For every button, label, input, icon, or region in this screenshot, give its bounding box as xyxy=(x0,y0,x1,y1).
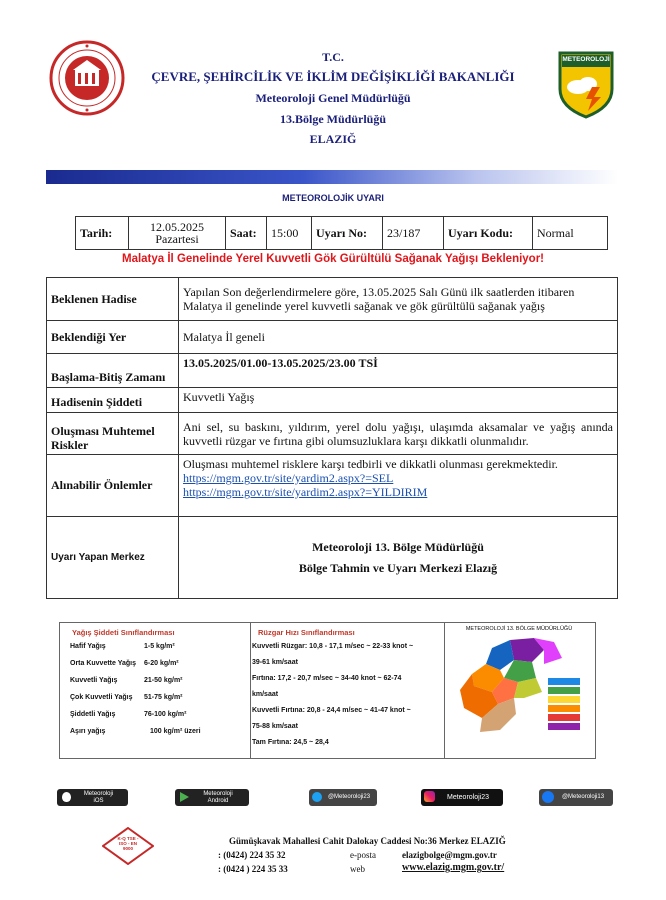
rain-classification xyxy=(64,628,248,745)
ios-app-name: Meteoroloji xyxy=(83,791,114,797)
rain-class-name: Aşırı yağış xyxy=(70,728,106,735)
rain-class-name: Kuvvetli Yağış xyxy=(70,677,118,684)
severity-label: Hadisenin Şiddeti xyxy=(47,388,179,413)
rain-class-row xyxy=(64,711,248,728)
issuing-center-label: Uyarı Yapan Merkez xyxy=(47,517,179,599)
wind-classification-title: Rüzgar Hızı Sınıflandırması xyxy=(258,628,355,637)
rain-class-name: Şiddetli Yağış xyxy=(70,711,116,718)
measures-label: Alınabilir Önlemler xyxy=(47,455,179,517)
rain-class-name: Hafif Yağış xyxy=(70,643,106,650)
period-value: 13.05.2025/01.00-13.05.2025/23.00 TSİ xyxy=(179,354,618,388)
legend-divider-1 xyxy=(250,622,251,758)
measures-value: Oluşması muhtemel risklere karşı tedbirli ve dikkatli olunması gerekmektedir. xyxy=(183,457,558,471)
wind-class-line: 39-61 km/saat xyxy=(252,659,298,666)
wind-class-line: Kuvvetli Fırtına: 20,8 - 24,4 m/sec ~ 41-47 knot ~ xyxy=(252,707,411,714)
footer-website-link[interactable]: www.elazig.mgm.gov.tr/ xyxy=(402,862,505,873)
date-cell xyxy=(129,217,226,250)
header-city: ELAZIĞ xyxy=(309,132,357,146)
google-play-icon xyxy=(180,792,189,802)
instagram-button[interactable] xyxy=(421,789,503,806)
severity-value: Kuvvetli Yağış xyxy=(179,388,618,413)
rain-class-value: 21-50 kg/m² xyxy=(144,677,183,684)
time-value: 15:00 xyxy=(267,217,312,250)
warning-no-label: Uyarı No: xyxy=(312,217,383,250)
header-directorate: Meteoroloji Genel Müdürlüğü xyxy=(255,91,411,105)
wind-class-line: Fırtına: 17,2 - 20,7 m/sec ~ 34-40 knot ~ 62-74 xyxy=(252,675,402,682)
header-ministry: ÇEVRE, ŞEHİRCİLİK VE İKLİM DEĞİŞİKLİĞİ BAKANLIĞI xyxy=(151,69,515,84)
date-value: 12.05.2025 xyxy=(150,220,204,234)
android-app-platform: Android xyxy=(207,798,229,804)
warning-code-value: Normal xyxy=(533,217,608,250)
issuing-center-cell xyxy=(179,517,618,599)
rain-classification-title: Yağış Şiddeti Sınıflandırması xyxy=(72,628,175,637)
flood-info-link[interactable]: https://mgm.gov.tr/site/yardim2.aspx?=SEL xyxy=(183,471,394,485)
measures-cell xyxy=(179,455,618,517)
wind-class-line: Tam Fırtına: 24,5 ~ 28,4 xyxy=(252,739,329,746)
rain-class-row xyxy=(64,643,248,660)
apple-icon xyxy=(62,792,71,802)
footer-email-label: e-posta xyxy=(350,850,376,860)
footer-phone: : (0424) 224 35 32 xyxy=(218,850,286,860)
document-title: METEOROLOJİK UYARI xyxy=(282,193,384,203)
rain-class-row xyxy=(64,660,248,677)
tse-iso-badge xyxy=(102,827,154,865)
facebook-icon xyxy=(542,791,554,803)
time-label: Saat: xyxy=(226,217,267,250)
footer-fax: : (0424 ) 224 35 33 xyxy=(218,864,288,874)
warning-no-value: 23/187 xyxy=(383,217,444,250)
footer-web-label: web xyxy=(350,864,365,874)
region-map-title: METEOROLOJİ 13. BÖLGE MÜDÜRLÜĞÜ xyxy=(465,626,573,632)
period-label: Başlama-Bitiş Zamanı xyxy=(47,354,179,388)
twitter-handle: @Meteoroloji23 xyxy=(327,794,371,800)
rain-class-value: 51-75 kg/m² xyxy=(144,694,183,701)
risks-label: Oluşması Muhtemel Riskler xyxy=(47,413,179,455)
ios-app-platform: iOS xyxy=(93,798,104,804)
date-label: Tarih: xyxy=(76,217,129,250)
wind-class-line: km/saat xyxy=(252,691,279,698)
warning-detail-table xyxy=(46,277,618,599)
warning-info-table xyxy=(75,216,608,250)
region-map xyxy=(452,634,590,738)
warning-headline: Malatya İl Genelinde Yerel Kuvvetli Gök Gürültülü Sağanak Yağışı Bekleniyor! xyxy=(121,253,545,265)
warning-code-label: Uyarı Kodu: xyxy=(444,217,533,250)
rain-class-name: Çok Kuvvetli Yağış xyxy=(70,694,133,701)
day-value: Pazartesi xyxy=(155,232,199,246)
instagram-icon xyxy=(424,791,435,802)
lightning-info-link[interactable]: https://mgm.gov.tr/site/yardim2.aspx?=YILDIRIM xyxy=(183,485,428,499)
risks-value: Ani sel, su baskını, yıldırım, yerel dolu yağışı, ulaşımda aksamalar ve yağış anında kuvvetli rüzgar ve fırtına gibi olumsuzluklara karşı dikkatli olunmalıdır. xyxy=(179,413,618,455)
meteoroloji-logo-text: METEOROLOJİ xyxy=(562,56,610,63)
rain-class-name: Orta Kuvvette Yağış xyxy=(70,660,137,667)
android-app-name: Meteoroloji xyxy=(203,791,233,797)
header-tc: T.C. xyxy=(322,50,344,64)
rain-class-value: 1-5 kg/m² xyxy=(144,643,175,650)
rain-class-row xyxy=(64,677,248,694)
ios-app-button[interactable] xyxy=(57,789,128,806)
issuing-center-name: Meteoroloji 13. Bölge Müdürlüğü xyxy=(312,539,484,554)
rain-class-value: 76-100 kg/m² xyxy=(144,711,187,718)
footer-address: Gümüşkavak Mahallesi Cahit Dalokay Caddesi No:36 Merkez ELAZIĞ xyxy=(229,836,506,846)
instagram-handle: Meteoroloji23 xyxy=(446,794,490,801)
rain-class-value: 100 kg/m² üzeri xyxy=(150,728,201,735)
wind-class-line: 75-88 km/saat xyxy=(252,723,298,730)
wind-classification xyxy=(252,628,442,755)
expected-event-value: Yapılan Son değerlendirmelere göre, 13.05.2025 Salı Günü ilk saatlerden itibaren Malatya il genelinde yerel kuvvetli sağanak ve gök gürültülü sağanak yağış xyxy=(179,278,618,321)
twitter-icon xyxy=(312,792,322,802)
tse-iso-badge-text: K-Q TSE - ISO - EN 9000 xyxy=(117,836,139,851)
rain-class-value: 6-20 kg/m² xyxy=(144,660,179,667)
android-app-button[interactable] xyxy=(175,789,249,806)
facebook-button[interactable] xyxy=(539,789,613,806)
legend-divider-2 xyxy=(444,622,445,758)
twitter-button[interactable] xyxy=(309,789,377,806)
header-region: 13.Bölge Müdürlüğü xyxy=(279,112,387,126)
expected-place-label: Beklendiği Yer xyxy=(47,321,179,354)
footer-email[interactable]: elazigbolge@mgm.gov.tr xyxy=(402,850,497,860)
issuing-center-unit: Bölge Tahmin ve Uyarı Merkezi Elazığ xyxy=(298,560,498,575)
rain-class-row xyxy=(64,694,248,711)
facebook-handle: @Meteoroloji13 xyxy=(561,794,605,800)
wind-class-line: Kuvvetli Rüzgar: 10,8 - 17,1 m/sec ~ 22-33 knot ~ xyxy=(252,643,414,650)
header-divider xyxy=(46,170,618,184)
expected-event-label: Beklenen Hadise xyxy=(47,278,179,321)
expected-place-value: Malatya İl geneli xyxy=(179,321,618,354)
rain-class-row xyxy=(64,728,248,745)
